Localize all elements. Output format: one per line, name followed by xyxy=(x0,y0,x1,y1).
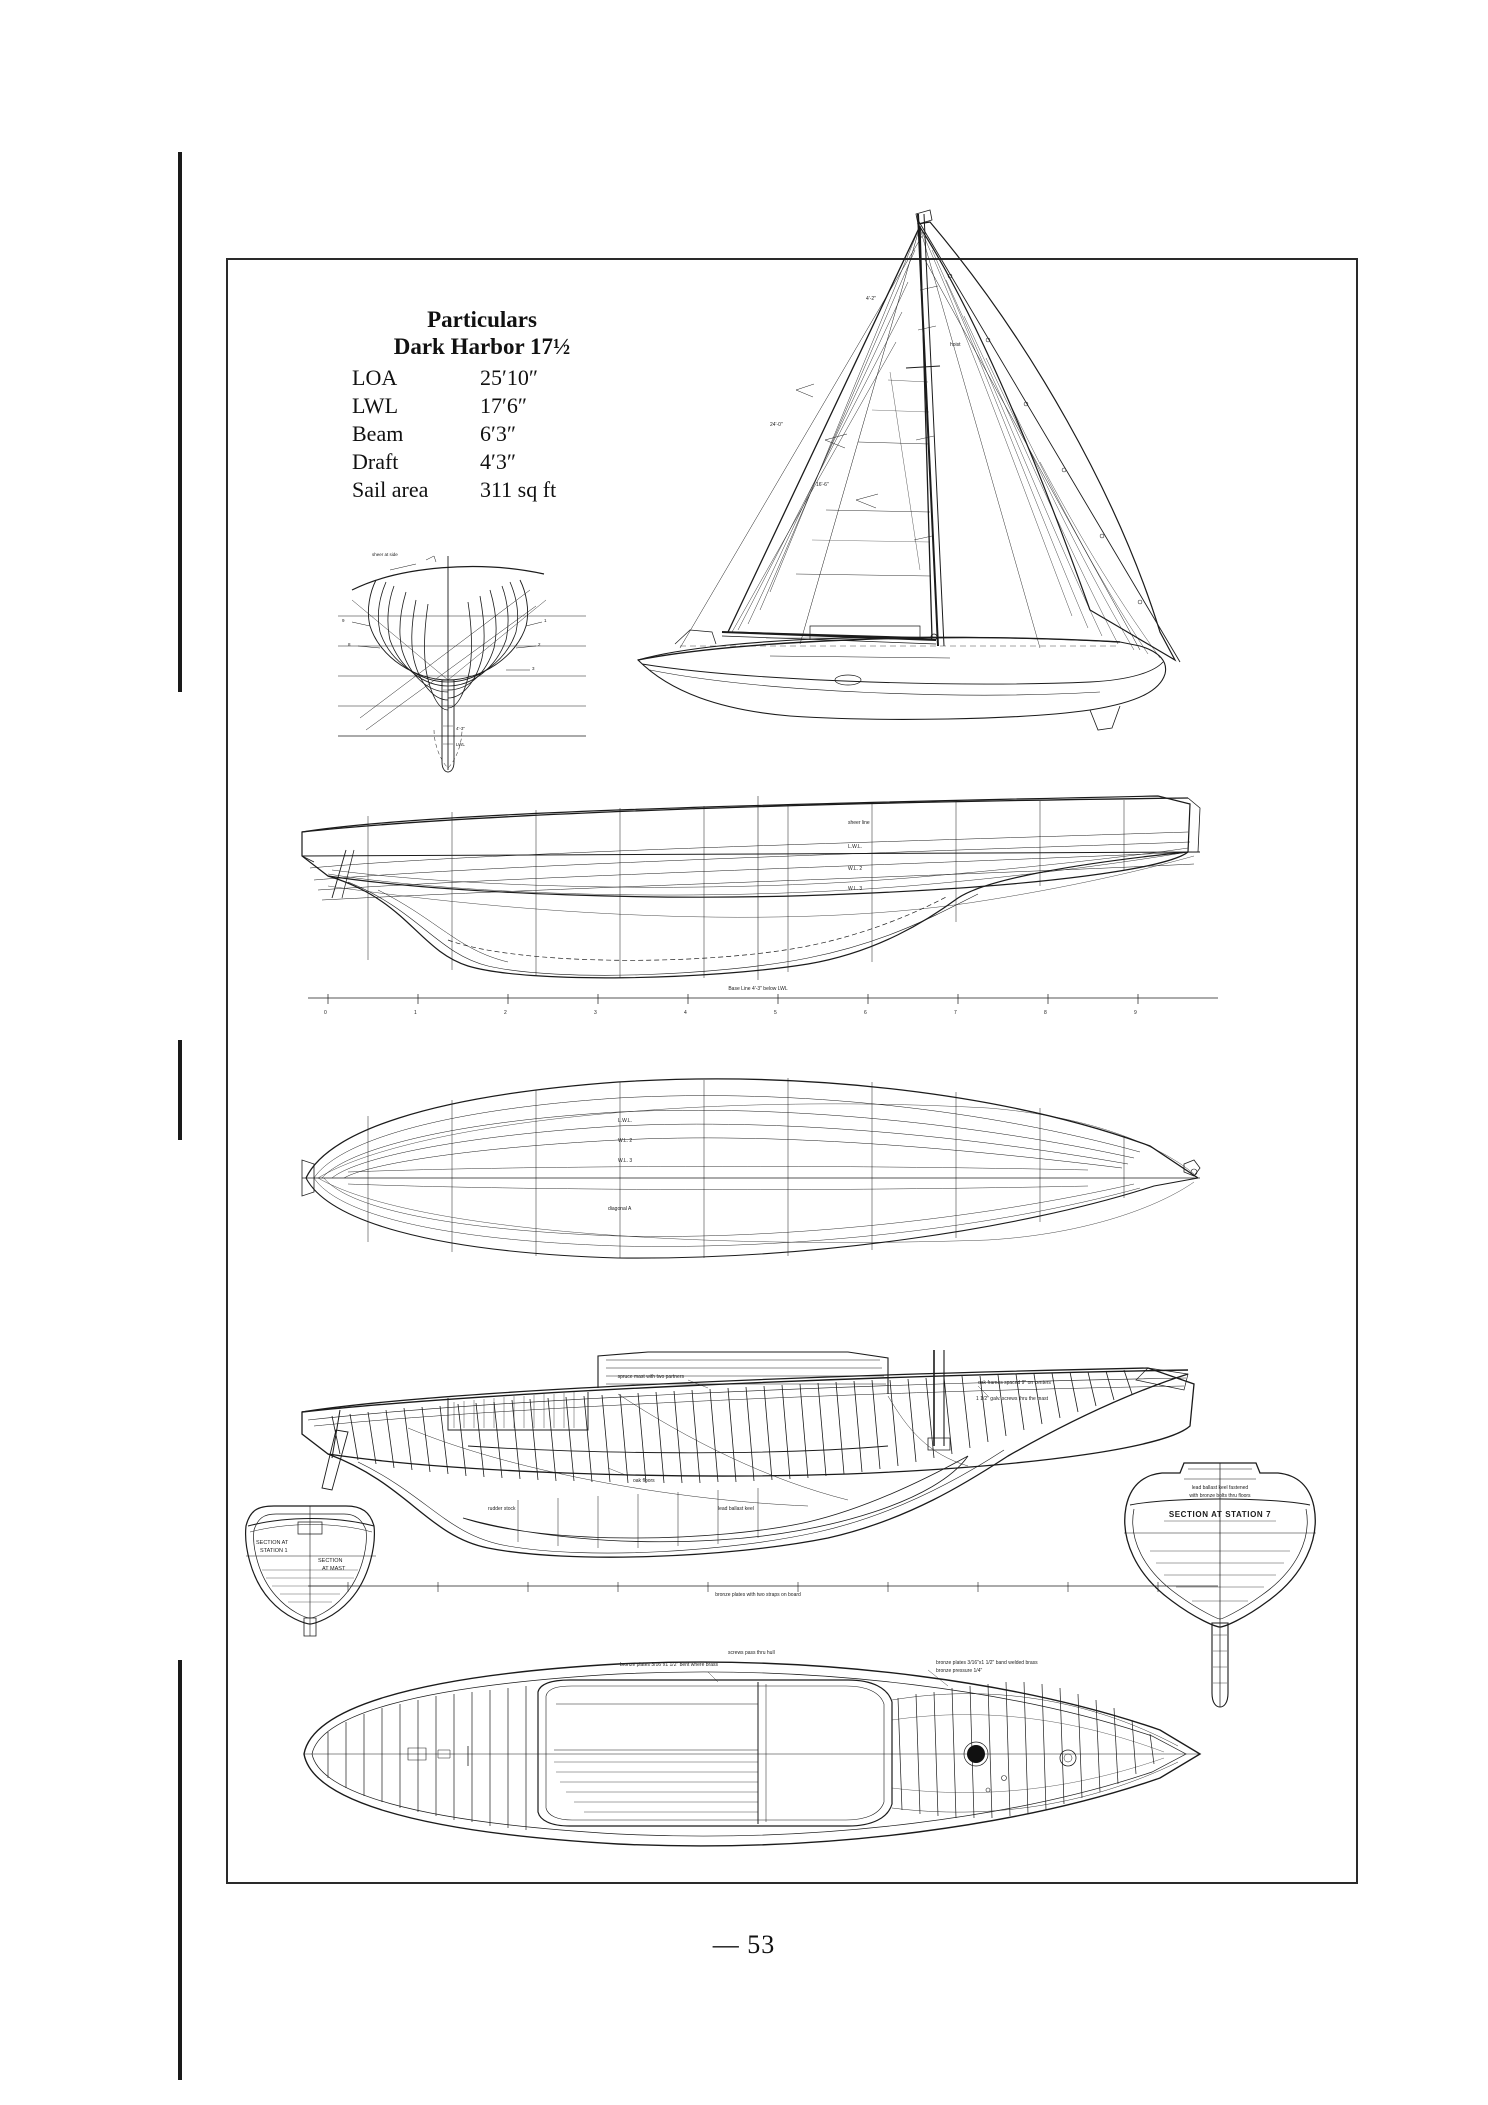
profile-lines-drawing xyxy=(288,790,1238,1030)
svg-text:4'-2": 4'-2" xyxy=(866,296,876,302)
svg-text:STATION 1: STATION 1 xyxy=(260,1548,288,1554)
svg-text:SECTION: SECTION xyxy=(318,1558,343,1564)
particulars-title: Particulars xyxy=(427,307,537,332)
svg-text:1: 1 xyxy=(414,1010,417,1016)
svg-text:L.W.L.: L.W.L. xyxy=(848,844,863,850)
svg-text:rudder stock: rudder stock xyxy=(488,1506,516,1512)
svg-text:3: 3 xyxy=(532,666,535,671)
svg-text:L.W.L.: L.W.L. xyxy=(618,1118,633,1124)
svg-text:16'-6": 16'-6" xyxy=(816,482,829,488)
svg-text:2: 2 xyxy=(538,642,541,647)
svg-text:1: 1 xyxy=(544,618,547,623)
svg-text:8: 8 xyxy=(1044,1010,1047,1016)
svg-text:bronze plates 3/16"x1 1/2" ben: bronze plates 3/16"x1 1/2" bent where brass xyxy=(619,1662,718,1668)
svg-text:oak frames spaced 9" on center: oak frames spaced 9" on centers xyxy=(978,1380,1051,1386)
table-row xyxy=(352,448,610,476)
particulars-block xyxy=(352,306,612,504)
half-breadth-plan-drawing xyxy=(288,1060,1238,1260)
particulars-label-beam: Beam xyxy=(352,421,404,447)
particulars-label-loa: LOA xyxy=(352,365,398,391)
svg-text:lead ballast keel: lead ballast keel xyxy=(718,1506,754,1512)
table-row xyxy=(352,392,610,420)
table-row xyxy=(352,420,610,448)
svg-text:24'-0": 24'-0" xyxy=(770,422,783,428)
svg-text:9: 9 xyxy=(1134,1010,1137,1016)
svg-text:hoist: hoist xyxy=(950,342,961,348)
svg-text:4'-3": 4'-3" xyxy=(456,726,465,731)
particulars-value-loa: 25′10″ xyxy=(480,365,538,391)
table-row xyxy=(352,364,610,392)
svg-text:1 1/2" galv. screws thru the m: 1 1/2" galv. screws thru the mast xyxy=(976,1396,1048,1402)
svg-text:bronze plates with two straps: bronze plates with two straps on board xyxy=(715,1592,801,1598)
register-mark-bottom xyxy=(178,1660,182,2080)
particulars-table xyxy=(352,364,610,504)
table-row xyxy=(352,476,610,504)
svg-text:bronze plates 3/16"x1 1/2" ban: bronze plates 3/16"x1 1/2" band welded brass xyxy=(936,1660,1038,1666)
particulars-value-draft: 4′3″ xyxy=(480,449,516,475)
svg-text:W.L. 3: W.L. 3 xyxy=(848,886,863,892)
svg-text:bronze pressure 1/4": bronze pressure 1/4" xyxy=(936,1668,983,1674)
register-mark-middle xyxy=(178,1040,182,1140)
svg-text:0: 0 xyxy=(324,1010,327,1016)
svg-text:8: 8 xyxy=(348,642,351,647)
svg-text:W.L. 2: W.L. 2 xyxy=(618,1138,633,1144)
register-mark-top xyxy=(178,152,182,692)
svg-text:SECTION AT STATION 7: SECTION AT STATION 7 xyxy=(1168,1510,1272,1519)
svg-text:7: 7 xyxy=(954,1010,957,1016)
svg-text:LWL: LWL xyxy=(456,742,465,747)
svg-text:AT MAST: AT MAST xyxy=(322,1566,346,1572)
body-plan-drawing xyxy=(330,530,610,800)
deck-plan-drawing xyxy=(288,1650,1238,1865)
particulars-label-lwl: LWL xyxy=(352,393,399,419)
svg-text:W.L. 3: W.L. 3 xyxy=(618,1158,633,1164)
svg-text:sheer line: sheer line xyxy=(848,820,870,826)
svg-text:spruce mast with two partners: spruce mast with two partners xyxy=(617,1374,684,1380)
svg-text:2: 2 xyxy=(504,1010,507,1016)
particulars-value-sail-area: 311 sq ft xyxy=(480,477,557,503)
svg-text:screws pass thru hull: screws pass thru hull xyxy=(728,1650,775,1656)
svg-text:W.L. 2: W.L. 2 xyxy=(848,866,863,872)
svg-text:Base Line 4'-3" below LWL: Base Line 4'-3" below LWL xyxy=(728,986,788,992)
section-at-mast-drawing xyxy=(226,1500,406,1640)
svg-text:with bronze bolts thru floors: with bronze bolts thru floors xyxy=(1189,1493,1251,1499)
svg-text:5: 5 xyxy=(774,1010,777,1016)
svg-text:6: 6 xyxy=(864,1010,867,1016)
svg-text:lead ballast keel fastened: lead ballast keel fastened xyxy=(1191,1485,1249,1491)
svg-text:sheer at side: sheer at side xyxy=(372,552,398,557)
svg-text:4: 4 xyxy=(684,1010,687,1016)
particulars-subtitle: Dark Harbor 17½ xyxy=(393,334,571,360)
svg-text:oak floors: oak floors xyxy=(633,1478,655,1484)
particulars-value-lwl: 17′6″ xyxy=(480,393,527,419)
svg-text:3: 3 xyxy=(594,1010,597,1016)
svg-text:diagonal A: diagonal A xyxy=(608,1206,632,1212)
svg-text:9: 9 xyxy=(342,618,345,623)
sail-plan-drawing xyxy=(620,140,1300,780)
particulars-value-beam: 6′3″ xyxy=(480,421,516,447)
particulars-label-sail-area: Sail area xyxy=(352,477,429,503)
construction-profile-drawing xyxy=(288,1350,1238,1640)
page-number: — 53 xyxy=(712,1930,776,1959)
particulars-label-draft: Draft xyxy=(352,449,399,475)
svg-text:SECTION AT: SECTION AT xyxy=(256,1540,289,1546)
